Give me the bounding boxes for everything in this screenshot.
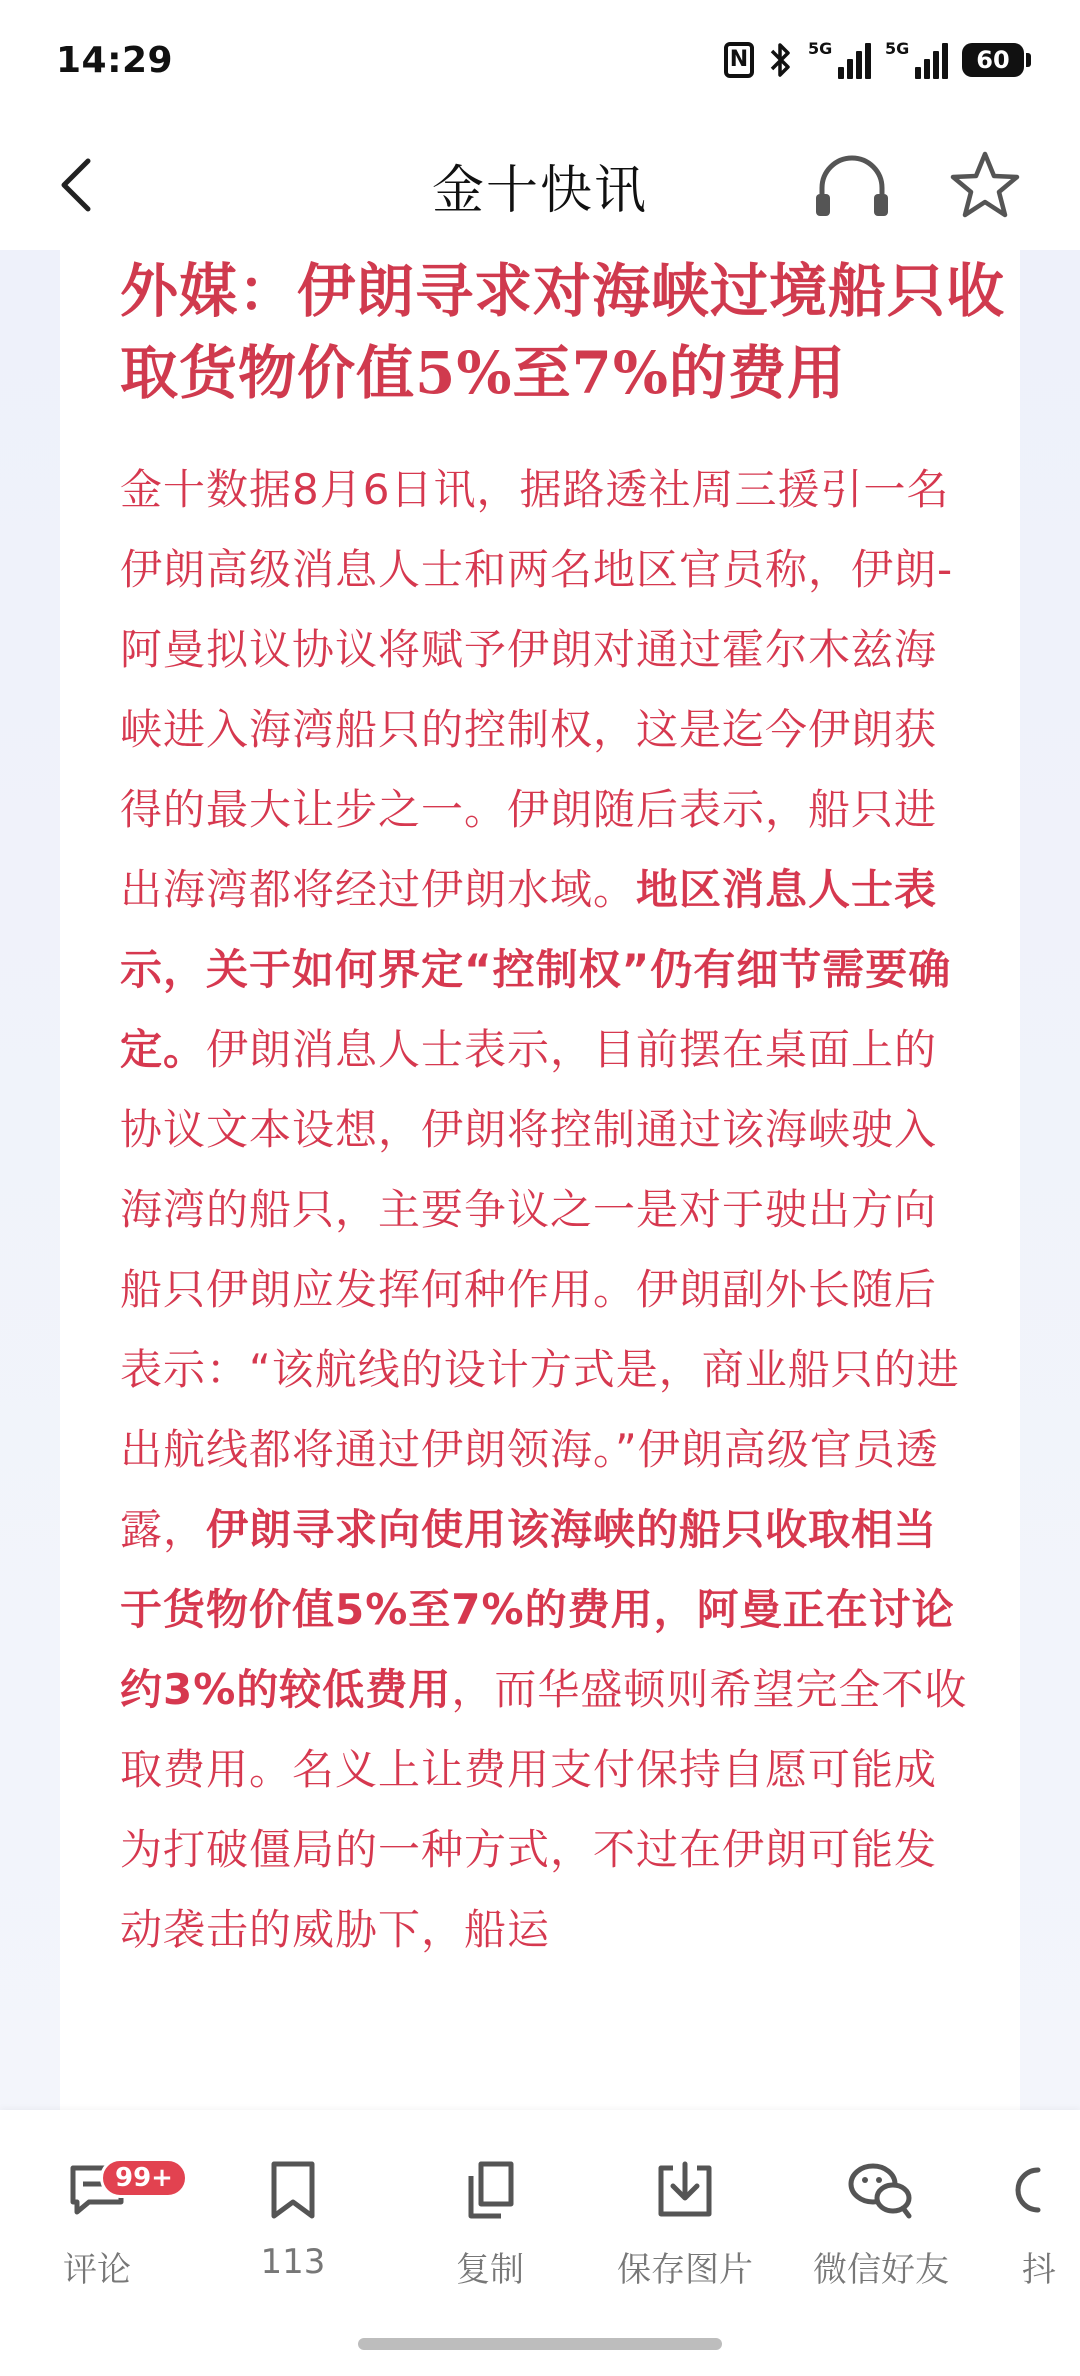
- home-indicator[interactable]: [358, 2338, 722, 2350]
- status-time: 14:29: [56, 39, 174, 81]
- headphones-icon: [812, 150, 892, 220]
- comment-count-badge: 99+: [100, 2158, 188, 2198]
- bookmark-button[interactable]: [208, 2150, 378, 2300]
- douyin-label: 抖: [1022, 2250, 1056, 2290]
- wechat-icon: [847, 2160, 915, 2220]
- nfc-icon: N: [724, 42, 754, 78]
- back-chevron-icon: [56, 157, 96, 213]
- bluetooth-icon: [768, 40, 794, 80]
- douyin-icon: [1010, 2160, 1050, 2220]
- listen-button[interactable]: [812, 150, 892, 220]
- back-button[interactable]: [48, 152, 104, 218]
- article-highlight: 地区消息人士表示，关于如何界定“控制权”仍有细节需要确定。: [120, 865, 952, 1074]
- article-paragraph: 金十数据8月6日讯，据路透社周三援引一名伊朗高级消息人士和两名地区官员称，伊朗-阿曼拟议协议将赋予伊朗对通过霍尔木兹海峡进入海湾船只的控制权，这是迄今伊朗获得的最大让步之一。伊朗随后表示，船只进出海湾都将经过伊朗水域。: [120, 465, 954, 914]
- top-nav-bar: [0, 120, 1080, 250]
- article-body: [120, 450, 970, 1970]
- background-left-strip: [0, 250, 60, 2110]
- status-bar: [0, 0, 1080, 120]
- wechat-share-button[interactable]: [796, 2150, 966, 2300]
- bookmark-icon: [268, 2160, 318, 2220]
- background-right-strip: [1020, 250, 1080, 2110]
- signal-2-icon: 5G: [885, 41, 948, 79]
- save-image-button[interactable]: [600, 2150, 770, 2300]
- article-title: 外媒：伊朗寻求对海峡过境船只收取货物价值5%至7%的费用: [120, 257, 1006, 407]
- signal-1-icon: 5G: [808, 41, 871, 79]
- status-icons: [724, 40, 1024, 80]
- copy-icon: [463, 2160, 517, 2220]
- bookmark-count: 113: [260, 2242, 326, 2282]
- page-title: 金十快讯: [431, 160, 648, 221]
- douyin-share-button[interactable]: [990, 2150, 1080, 2300]
- favorite-button[interactable]: [948, 148, 1022, 222]
- comment-label: 评论: [63, 2250, 131, 2290]
- article-paragraph: ，而华盛顿则希望完全不收取费用。名义上让费用支付保持自愿可能成为打破僵局的一种方式，不过在伊朗可能发动袭击的威胁下，船运: [120, 1665, 968, 1954]
- copy-label: 复制: [456, 2250, 524, 2290]
- article-highlight: 伊朗寻求向使用该海峡的船只收取相当于货物价值5%至7%的费用，阿曼正在讨论约3%的较低费用: [120, 1505, 955, 1714]
- star-icon: [948, 148, 1022, 222]
- copy-button[interactable]: [405, 2150, 575, 2300]
- save-image-label: 保存图片: [617, 2250, 753, 2290]
- comment-button[interactable]: [12, 2150, 182, 2300]
- bottom-toolbar: [0, 2110, 1080, 2376]
- article-paragraph: 伊朗消息人士表示，目前摆在桌面上的协议文本设想，伊朗将控制通过该海峡驶入海湾的船只，主要争议之一是对于驶出方向船只伊朗应发挥何种作用。伊朗副外长随后表示：“该航线的设计方式是，商业船只的进出航线都将通过伊朗领海。”伊朗高级官员透露，: [120, 1025, 960, 1554]
- battery-icon: 60: [962, 43, 1024, 77]
- download-image-icon: [655, 2160, 715, 2220]
- article-card: [60, 250, 1020, 2110]
- wechat-label: 微信好友: [813, 2250, 949, 2290]
